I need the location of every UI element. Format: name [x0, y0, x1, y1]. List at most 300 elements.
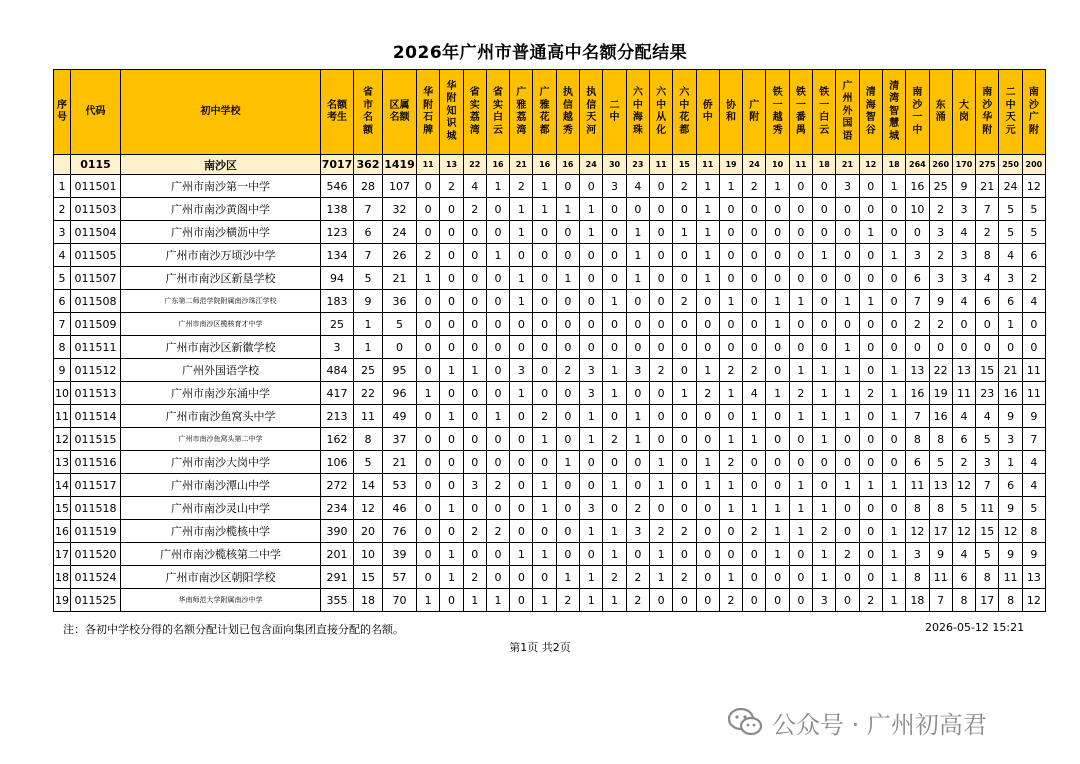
row-col-9: 0: [626, 336, 649, 359]
table-row: [54, 198, 1046, 221]
row-col-11: 0: [673, 497, 696, 520]
row-col-17: 0: [813, 175, 836, 198]
header-district-quota: 区属名额: [383, 70, 417, 155]
row-col-3: 0: [486, 313, 509, 336]
row-seq: 1: [54, 175, 71, 198]
row-col-20: 1: [882, 359, 905, 382]
row-col-8: 0: [603, 451, 626, 474]
row-school-name: 广州市南沙区朝阳学校: [121, 566, 321, 589]
row-provincial-quota: 5: [354, 451, 383, 474]
row-quota-students: 484: [321, 359, 354, 382]
header-col-14: 广附: [743, 70, 766, 155]
header-col-19: 清海智谷: [859, 70, 882, 155]
row-school-name: 广东第二师范学院附属南沙珠江学校: [121, 290, 321, 313]
district-col-1: 13: [440, 155, 463, 175]
row-col-9: 3: [626, 520, 649, 543]
row-col-9: 1: [626, 428, 649, 451]
row-col-0: 0: [417, 198, 440, 221]
row-school-name: 广州市南沙榄核第二中学: [121, 543, 321, 566]
row-col-13: 0: [719, 198, 742, 221]
row-col-12: 1: [696, 175, 719, 198]
row-col-10: 0: [649, 244, 672, 267]
row-col-13: 1: [719, 175, 742, 198]
row-col-12: 0: [696, 520, 719, 543]
row-col-19: 2: [859, 382, 882, 405]
row-col-13: 2: [719, 451, 742, 474]
row-col-2: 0: [463, 313, 486, 336]
row-col-9: 1: [626, 267, 649, 290]
row-col-8: 2: [603, 428, 626, 451]
row-col-23: 4: [952, 405, 975, 428]
row-provincial-quota: 7: [354, 244, 383, 267]
row-col-1: 0: [440, 474, 463, 497]
row-col-1: 0: [440, 313, 463, 336]
row-col-6: 0: [556, 221, 579, 244]
row-col-13: 1: [719, 428, 742, 451]
row-school-name: 广州市南沙黄阁中学: [121, 198, 321, 221]
row-col-22: 9: [929, 543, 952, 566]
district-col-12: 11: [696, 155, 719, 175]
row-col-21: 8: [906, 428, 929, 451]
row-provincial-quota: 12: [354, 497, 383, 520]
row-col-22: 16: [929, 405, 952, 428]
district-col-26: 200: [1022, 155, 1045, 175]
row-col-12: 0: [696, 566, 719, 589]
row-col-20: 0: [882, 336, 905, 359]
header-col-9: 六中海珠: [626, 70, 649, 155]
row-col-2: 0: [463, 267, 486, 290]
row-code: 011514: [71, 405, 121, 428]
row-col-15: 0: [766, 359, 789, 382]
row-col-10: 0: [649, 175, 672, 198]
header-col-15: 铁一越秀: [766, 70, 789, 155]
row-col-3: 2: [486, 520, 509, 543]
row-col-10: 0: [649, 382, 672, 405]
row-school-name: 广州市南沙鱼窝头中学: [121, 405, 321, 428]
row-col-22: 5: [929, 451, 952, 474]
row-col-24: 21: [976, 175, 999, 198]
row-col-25: 6: [999, 290, 1022, 313]
district-col-5: 16: [533, 155, 556, 175]
row-col-16: 1: [789, 520, 812, 543]
row-col-19: 0: [859, 336, 882, 359]
row-provincial-quota: 10: [354, 543, 383, 566]
row-provincial-quota: 28: [354, 175, 383, 198]
row-col-16: 0: [789, 336, 812, 359]
row-col-23: 11: [952, 382, 975, 405]
row-col-20: 0: [882, 428, 905, 451]
row-col-8: 0: [603, 336, 626, 359]
row-district-quota: 32: [383, 198, 417, 221]
district-col-0: 11: [417, 155, 440, 175]
row-col-24: 11: [976, 497, 999, 520]
row-col-20: 0: [882, 221, 905, 244]
district-col-8: 30: [603, 155, 626, 175]
row-col-24: 17: [976, 589, 999, 612]
row-col-24: 0: [976, 336, 999, 359]
row-col-8: 0: [603, 244, 626, 267]
table-row: [54, 267, 1046, 290]
row-col-26: 0: [1022, 336, 1045, 359]
row-col-10: 1: [649, 566, 672, 589]
row-col-0: 0: [417, 359, 440, 382]
row-col-24: 2: [976, 221, 999, 244]
row-col-13: 0: [719, 405, 742, 428]
row-col-3: 0: [486, 221, 509, 244]
row-col-16: 0: [789, 313, 812, 336]
row-code: 011517: [71, 474, 121, 497]
row-col-10: 1: [649, 474, 672, 497]
row-col-23: 12: [952, 474, 975, 497]
row-col-5: 1: [533, 497, 556, 520]
row-col-3: 2: [486, 474, 509, 497]
row-col-8: 0: [603, 221, 626, 244]
row-district-quota: 57: [383, 566, 417, 589]
row-col-23: 5: [952, 497, 975, 520]
row-col-5: 2: [533, 405, 556, 428]
row-col-5: 0: [533, 267, 556, 290]
row-code: 011513: [71, 382, 121, 405]
row-seq: 4: [54, 244, 71, 267]
row-col-4: 0: [510, 589, 533, 612]
row-quota-students: 123: [321, 221, 354, 244]
row-col-10: 2: [649, 520, 672, 543]
row-col-14: 1: [743, 497, 766, 520]
row-col-25: 0: [999, 336, 1022, 359]
row-col-23: 2: [952, 451, 975, 474]
row-col-1: 1: [440, 359, 463, 382]
row-col-11: 0: [673, 244, 696, 267]
row-col-24: 4: [976, 267, 999, 290]
row-col-10: 0: [649, 428, 672, 451]
row-col-23: 4: [952, 221, 975, 244]
row-col-21: 7: [906, 405, 929, 428]
row-col-19: 1: [859, 290, 882, 313]
wechat-icon: [728, 708, 762, 736]
row-col-25: 5: [999, 198, 1022, 221]
row-col-0: 0: [417, 520, 440, 543]
row-col-19: 0: [859, 267, 882, 290]
row-col-26: 11: [1022, 359, 1045, 382]
row-col-16: 0: [789, 428, 812, 451]
row-col-13: 1: [719, 474, 742, 497]
row-col-0: 0: [417, 175, 440, 198]
district-col-10: 11: [649, 155, 672, 175]
district-col-13: 19: [719, 155, 742, 175]
row-col-22: 9: [929, 290, 952, 313]
row-school-name: 华南师范大学附属南沙中学: [121, 589, 321, 612]
row-col-19: 0: [859, 451, 882, 474]
row-col-18: 0: [836, 267, 859, 290]
header-col-8: 二中: [603, 70, 626, 155]
row-seq: 8: [54, 336, 71, 359]
row-col-22: 13: [929, 474, 952, 497]
row-col-12: 0: [696, 405, 719, 428]
row-col-1: 0: [440, 198, 463, 221]
row-col-1: 0: [440, 244, 463, 267]
row-col-9: 0: [626, 543, 649, 566]
header-seq: 序号: [54, 70, 71, 155]
row-col-25: 1: [999, 313, 1022, 336]
row-col-0: 0: [417, 221, 440, 244]
row-col-5: 0: [533, 221, 556, 244]
row-quota-students: 25: [321, 313, 354, 336]
row-col-12: 1: [696, 474, 719, 497]
row-col-25: 9: [999, 543, 1022, 566]
row-col-0: 1: [417, 382, 440, 405]
row-col-4: 0: [510, 428, 533, 451]
row-col-10: 0: [649, 405, 672, 428]
district-col-14: 24: [743, 155, 766, 175]
row-col-6: 0: [556, 428, 579, 451]
row-col-2: 0: [463, 244, 486, 267]
row-col-26: 6: [1022, 244, 1045, 267]
row-col-9: 2: [626, 566, 649, 589]
row-col-18: 0: [836, 589, 859, 612]
row-col-15: 0: [766, 451, 789, 474]
row-col-9: 0: [626, 382, 649, 405]
header-col-26: 南沙广附: [1022, 70, 1045, 155]
row-col-20: 0: [882, 267, 905, 290]
row-col-10: 0: [649, 267, 672, 290]
row-col-12: 1: [696, 451, 719, 474]
row-col-3: 0: [486, 359, 509, 382]
row-school-name: 广州市南沙万顷沙中学: [121, 244, 321, 267]
district-name: 南沙区: [121, 155, 321, 175]
header-col-21: 南沙一中: [906, 70, 929, 155]
row-col-2: 0: [463, 497, 486, 520]
district-col-2: 22: [463, 155, 486, 175]
row-col-26: 2: [1022, 267, 1045, 290]
row-school-name: 广州外国语学校: [121, 359, 321, 382]
row-col-5: 1: [533, 589, 556, 612]
row-col-17: 0: [813, 474, 836, 497]
row-col-0: 1: [417, 267, 440, 290]
row-code: 011507: [71, 267, 121, 290]
row-code: 011501: [71, 175, 121, 198]
row-col-23: 4: [952, 543, 975, 566]
row-col-14: 0: [743, 267, 766, 290]
row-quota-students: 272: [321, 474, 354, 497]
row-col-13: 0: [719, 336, 742, 359]
row-col-0: 2: [417, 244, 440, 267]
row-col-15: 0: [766, 566, 789, 589]
row-col-0: 0: [417, 474, 440, 497]
row-col-7: 1: [580, 428, 603, 451]
row-col-19: 0: [859, 566, 882, 589]
row-col-25: 1: [999, 451, 1022, 474]
row-col-24: 3: [976, 451, 999, 474]
row-col-11: 0: [673, 451, 696, 474]
row-col-5: 0: [533, 566, 556, 589]
row-col-6: 1: [556, 451, 579, 474]
row-col-8: 0: [603, 497, 626, 520]
row-col-20: 0: [882, 497, 905, 520]
row-col-9: 0: [626, 474, 649, 497]
row-col-21: 0: [906, 336, 929, 359]
row-quota-students: 355: [321, 589, 354, 612]
row-col-1: 0: [440, 221, 463, 244]
row-col-26: 12: [1022, 175, 1045, 198]
row-school-name: 广州市南沙东涌中学: [121, 382, 321, 405]
row-col-9: 1: [626, 405, 649, 428]
row-col-3: 0: [486, 382, 509, 405]
row-col-17: 1: [813, 566, 836, 589]
row-seq: 7: [54, 313, 71, 336]
row-col-26: 5: [1022, 198, 1045, 221]
row-district-quota: 95: [383, 359, 417, 382]
row-col-23: 6: [952, 566, 975, 589]
district-seq: [54, 155, 71, 175]
row-col-10: 2: [649, 359, 672, 382]
row-col-14: 0: [743, 290, 766, 313]
header-col-6: 执信越秀: [556, 70, 579, 155]
row-col-12: 0: [696, 428, 719, 451]
row-col-17: 0: [813, 336, 836, 359]
row-district-quota: 39: [383, 543, 417, 566]
row-col-13: 0: [719, 244, 742, 267]
row-col-21: 0: [906, 221, 929, 244]
row-col-25: 4: [999, 244, 1022, 267]
row-col-1: 1: [440, 543, 463, 566]
row-col-8: 1: [603, 589, 626, 612]
row-col-2: 4: [463, 175, 486, 198]
row-col-1: 0: [440, 382, 463, 405]
row-col-20: 1: [882, 566, 905, 589]
row-col-20: 1: [882, 244, 905, 267]
row-col-13: 0: [719, 313, 742, 336]
row-col-4: 3: [510, 359, 533, 382]
row-col-20: 1: [882, 382, 905, 405]
row-col-19: 0: [859, 198, 882, 221]
row-col-25: 3: [999, 428, 1022, 451]
row-col-25: 11: [999, 566, 1022, 589]
row-col-14: 2: [743, 359, 766, 382]
row-col-25: 9: [999, 497, 1022, 520]
row-col-16: 1: [789, 405, 812, 428]
row-quota-students: 183: [321, 290, 354, 313]
row-col-0: 0: [417, 428, 440, 451]
header-school: 初中学校: [121, 70, 321, 155]
row-col-21: 13: [906, 359, 929, 382]
row-col-18: 0: [836, 313, 859, 336]
row-seq: 15: [54, 497, 71, 520]
row-district-quota: 26: [383, 244, 417, 267]
row-col-4: 0: [510, 405, 533, 428]
row-col-24: 5: [976, 543, 999, 566]
row-col-9: 4: [626, 175, 649, 198]
row-col-15: 1: [766, 543, 789, 566]
row-col-13: 2: [719, 589, 742, 612]
row-col-17: 0: [813, 313, 836, 336]
table-row: [54, 428, 1046, 451]
header-col-17: 铁一白云: [813, 70, 836, 155]
row-provincial-quota: 15: [354, 566, 383, 589]
row-col-21: 11: [906, 474, 929, 497]
row-col-11: 2: [673, 566, 696, 589]
row-col-18: 3: [836, 175, 859, 198]
row-col-5: 1: [533, 175, 556, 198]
row-provincial-quota: 6: [354, 221, 383, 244]
district-provincial-quota: 362: [354, 155, 383, 175]
row-col-7: 1: [580, 198, 603, 221]
row-col-21: 16: [906, 175, 929, 198]
row-col-1: 0: [440, 267, 463, 290]
row-code: 011518: [71, 497, 121, 520]
row-col-26: 9: [1022, 405, 1045, 428]
row-col-19: 1: [859, 221, 882, 244]
table-row: [54, 336, 1046, 359]
row-col-13: 1: [719, 382, 742, 405]
row-col-4: 1: [510, 382, 533, 405]
row-col-5: 0: [533, 451, 556, 474]
table-row: [54, 520, 1046, 543]
row-col-10: 0: [649, 313, 672, 336]
row-col-26: 5: [1022, 497, 1045, 520]
row-col-16: 0: [789, 244, 812, 267]
table-row: [54, 405, 1046, 428]
row-code: 011508: [71, 290, 121, 313]
row-school-name: 广州市南沙第一中学: [121, 175, 321, 198]
row-district-quota: 76: [383, 520, 417, 543]
row-col-4: 1: [510, 290, 533, 313]
row-district-quota: 107: [383, 175, 417, 198]
row-col-18: 0: [836, 428, 859, 451]
row-col-17: 0: [813, 198, 836, 221]
row-col-15: 0: [766, 474, 789, 497]
row-col-14: 0: [743, 543, 766, 566]
row-col-9: 2: [626, 497, 649, 520]
quota-table: [53, 69, 1046, 612]
row-provincial-quota: 9: [354, 290, 383, 313]
row-col-17: 2: [813, 520, 836, 543]
row-col-23: 6: [952, 428, 975, 451]
row-col-8: 1: [603, 382, 626, 405]
row-col-25: 24: [999, 175, 1022, 198]
header-col-25: 二中天元: [999, 70, 1022, 155]
row-col-21: 6: [906, 451, 929, 474]
row-col-16: 0: [789, 589, 812, 612]
header-col-2: 省实荔湾: [463, 70, 486, 155]
row-school-name: 广州市南沙大岗中学: [121, 451, 321, 474]
row-seq: 16: [54, 520, 71, 543]
row-col-17: 1: [813, 359, 836, 382]
table-row: [54, 451, 1046, 474]
row-col-14: 0: [743, 336, 766, 359]
row-col-16: 0: [789, 566, 812, 589]
table-row: [54, 382, 1046, 405]
row-col-0: 0: [417, 405, 440, 428]
row-col-16: 1: [789, 497, 812, 520]
row-col-16: 0: [789, 451, 812, 474]
row-col-14: 0: [743, 244, 766, 267]
row-col-3: 0: [486, 451, 509, 474]
footnote: 注：各初中学校分得的名额分配计划已包含面向集团直接分配的名额。: [63, 623, 404, 636]
row-col-16: 1: [789, 474, 812, 497]
row-col-7: 1: [580, 589, 603, 612]
row-col-12: 0: [696, 543, 719, 566]
row-col-3: 1: [486, 589, 509, 612]
row-col-5: 0: [533, 336, 556, 359]
row-col-23: 12: [952, 520, 975, 543]
row-col-7: 3: [580, 497, 603, 520]
row-col-16: 0: [789, 175, 812, 198]
row-col-22: 8: [929, 428, 952, 451]
row-col-14: 0: [743, 198, 766, 221]
district-col-6: 16: [556, 155, 579, 175]
row-col-4: 2: [510, 175, 533, 198]
row-col-9: 2: [626, 589, 649, 612]
